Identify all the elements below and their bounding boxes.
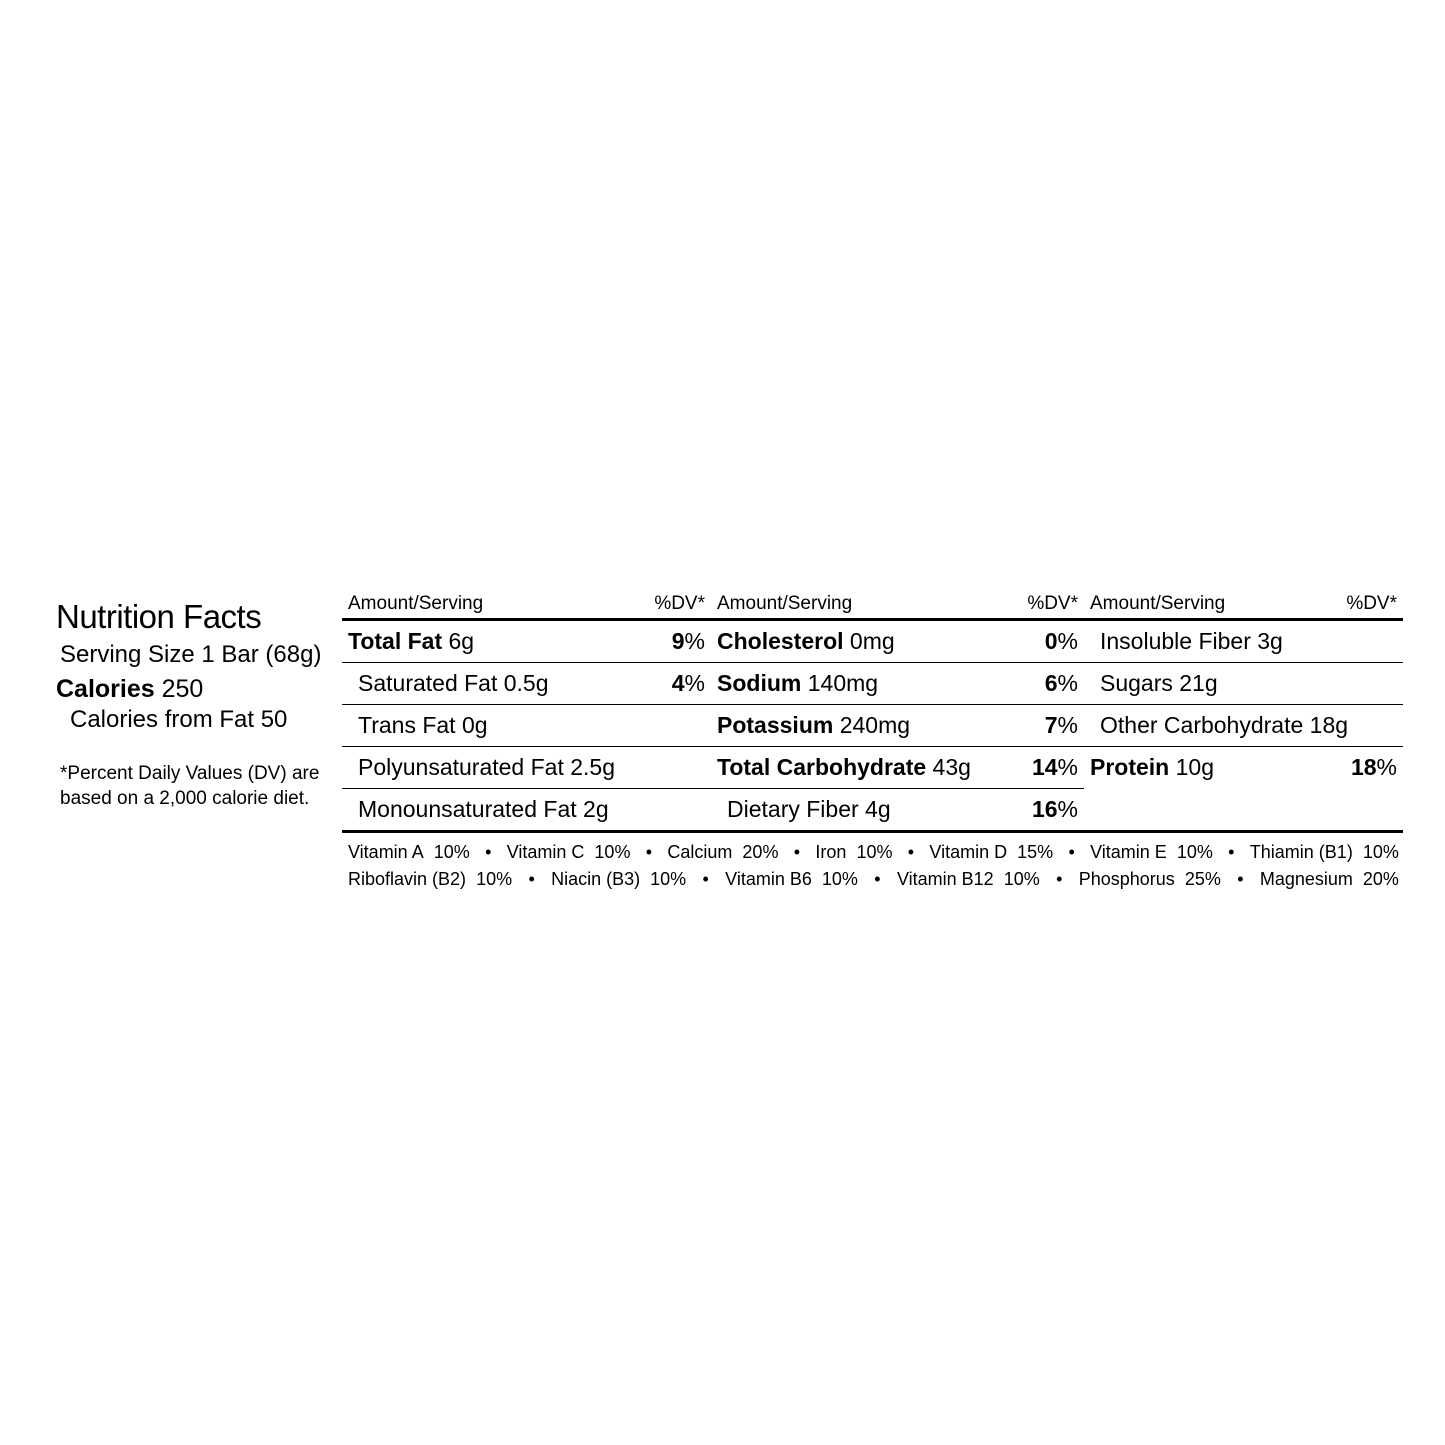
daily-value-note-line-2: based on a 2,000 calorie diet. (60, 787, 310, 809)
table-row (1084, 705, 1403, 746)
nutrient-column-fats (342, 589, 711, 830)
list-item: Iron 10% (815, 842, 893, 862)
list-item: Riboflavin (B2) 10% (348, 869, 513, 889)
daily-value-note (60, 762, 334, 811)
table-row (342, 747, 711, 788)
list-item: Thiamin (B1) 10% (1249, 842, 1399, 862)
bullet-separator: • (874, 869, 881, 889)
table-row (1084, 663, 1403, 704)
nutrient-name: Saturated Fat 0.5g (358, 670, 549, 696)
nutrient-column-carbs-protein (1084, 589, 1403, 830)
bullet-separator: • (1056, 869, 1063, 889)
column-header-dv-label: %DV* (1346, 593, 1397, 614)
nutrient-name: Trans Fat 0g (358, 712, 488, 738)
column-header-fats (342, 589, 711, 618)
table-row (342, 621, 711, 662)
table-row (342, 663, 711, 704)
nutrient-dv: 7% (1044, 712, 1078, 738)
nutrient-dv: 16% (1031, 796, 1078, 822)
calories-from-fat-text: Calories from Fat 50 (70, 706, 288, 734)
bullet-separator: • (645, 842, 653, 862)
calories-value: 250 (161, 675, 204, 704)
nutrient-name: Sugars 21g (1100, 670, 1218, 696)
nutrient-dv: 18% (1350, 754, 1397, 780)
list-item: Niacin (B3) 10% (551, 869, 687, 889)
nutrient-table (342, 585, 1403, 901)
list-item: Vitamin D 15% (929, 842, 1054, 862)
nutrient-name: Potassium 240mg (717, 712, 911, 738)
table-row (1084, 747, 1403, 788)
column-header-carbs-protein (1084, 589, 1403, 618)
nutrient-name: Polyunsaturated Fat 2.5g (358, 754, 615, 780)
column-header-amount-label: Amount/Serving (717, 593, 853, 614)
nutrient-column-minerals (711, 589, 1084, 830)
bullet-separator: • (702, 869, 709, 889)
list-item: Vitamin C 10% (506, 842, 631, 862)
list-item: Vitamin B6 10% (725, 869, 858, 889)
calories-label: Calories (56, 675, 155, 704)
nutrient-name: Total Fat 6g (348, 628, 475, 654)
nutrient-name: Monounsaturated Fat 2g (358, 796, 609, 822)
list-item: Phosphorus 25% (1078, 869, 1221, 889)
nutrient-columns (342, 589, 1403, 830)
table-row (342, 705, 711, 746)
vitamins-line-1 (348, 839, 1399, 866)
page-title: Nutrition Facts (56, 598, 262, 635)
list-item: Vitamin E 10% (1090, 842, 1213, 862)
bullet-separator: • (528, 869, 535, 889)
bullet-separator: • (1237, 869, 1244, 889)
nutrient-name: Total Carbohydrate 43g (717, 754, 971, 780)
nutrient-dv: 0% (1044, 628, 1078, 654)
column-header-amount-label: Amount/Serving (1090, 593, 1226, 614)
list-item: Magnesium 20% (1259, 869, 1399, 889)
nutrient-dv: 14% (1031, 754, 1078, 780)
calories-row (56, 675, 334, 704)
serving-size-text: Serving Size 1 Bar (68g) (60, 641, 322, 669)
list-item: Calcium 20% (667, 842, 779, 862)
table-row (711, 789, 1084, 830)
bullet-separator: • (793, 842, 801, 862)
column-header-minerals (711, 589, 1084, 618)
table-row (711, 705, 1084, 746)
list-item: Vitamin B12 10% (896, 869, 1040, 889)
nutrient-name: Cholesterol 0mg (717, 628, 895, 654)
column-header-amount-label: Amount/Serving (348, 593, 484, 614)
vitamins-minerals-list (342, 833, 1403, 901)
bullet-separator: • (907, 842, 915, 862)
table-row (1084, 621, 1403, 662)
nutrient-dv: 4% (671, 670, 705, 696)
daily-value-note-line-1: *Percent Daily Values (DV) are (60, 763, 320, 785)
list-item: Vitamin A 10% (348, 842, 470, 862)
nutrient-name: Other Carbohydrate 18g (1100, 712, 1349, 738)
table-row (711, 621, 1084, 662)
nutrition-facts-panel (42, 585, 1403, 901)
table-row (711, 747, 1084, 788)
table-row (711, 663, 1084, 704)
nutrient-name: Dietary Fiber 4g (727, 796, 891, 822)
column-header-dv-label: %DV* (1027, 593, 1078, 614)
vitamins-line-2 (348, 866, 1399, 893)
bullet-separator: • (1068, 842, 1075, 862)
nutrient-dv: 9% (671, 628, 705, 654)
table-row (342, 789, 711, 830)
nutrient-name: Protein 10g (1090, 754, 1214, 780)
bullet-separator: • (1228, 842, 1235, 862)
column-header-dv-label: %DV* (654, 593, 705, 614)
nutrition-summary-column (42, 585, 342, 901)
bullet-separator: • (485, 842, 492, 862)
nutrient-dv: 6% (1044, 670, 1078, 696)
nutrient-name: Insoluble Fiber 3g (1100, 628, 1283, 654)
nutrient-name: Sodium 140mg (717, 670, 879, 696)
